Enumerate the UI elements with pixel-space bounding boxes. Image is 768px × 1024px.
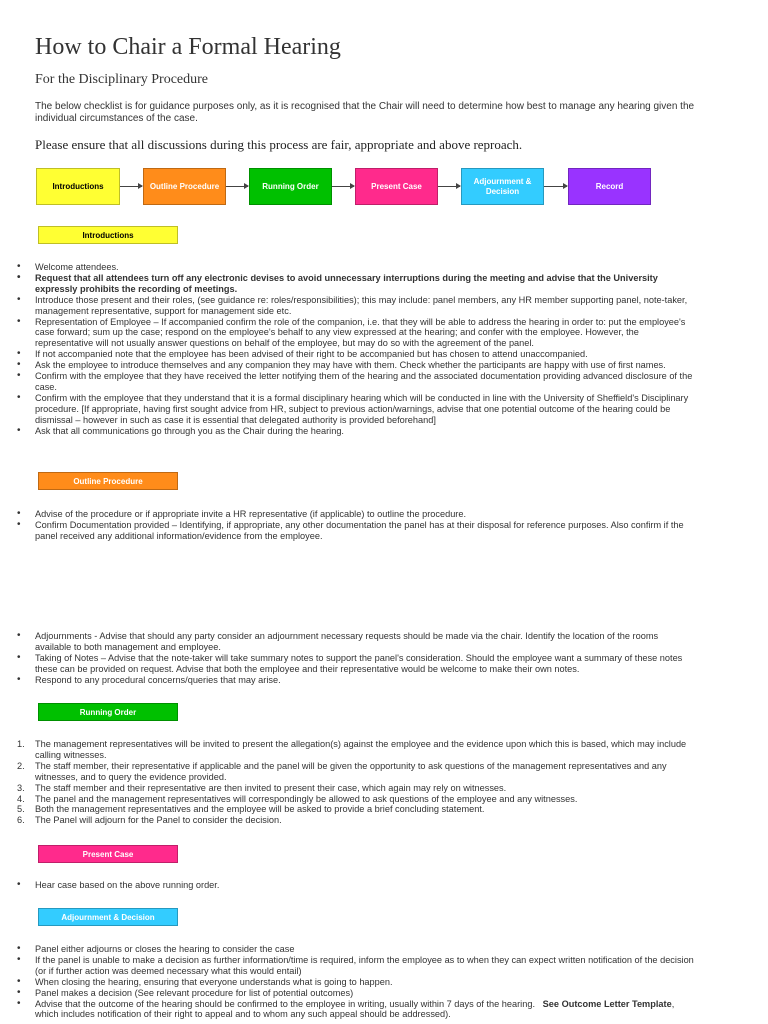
list-item: • Respond to any procedural concerns/queries that may arise. <box>35 675 695 686</box>
list-item: • Advise of the procedure or if appropriate invite a HR representative (if applicable) to outline the procedure. <box>35 509 695 520</box>
list-item: 3. The staff member and their representative are then invited to present their case, which again may rely on witnesses. <box>17 782 507 793</box>
list-item: 2. The staff member, their representative if applicable and the panel will be given the opportunity to ask questions of the management representatives and any witnesses, and to query the evidence provided. <box>17 760 667 782</box>
list-item: 6. The Panel will adjourn for the Panel to consider the decision. <box>17 815 282 826</box>
list-item: 1. The management representatives will be invited to present the allegation(s) against the employee and the evidence upon which this is based, which may include calling witnesses. <box>17 739 687 760</box>
flow-step-introductions: Introductions <box>36 168 120 205</box>
list-item: • Introduce those present and their roles, (see guidance re: roles/responsibilities); this may include: panel members, any HR member supporting panel, note-taker, management representative, support for management side etc. <box>35 295 695 317</box>
list-item: • If the panel is unable to make a decision as further information/time is required, inform the employee as to when they can expect written notification of the decision (or if further action was deemed necessary what this would entail) <box>35 955 695 977</box>
list-item: • Taking of Notes – Advise that the note-taker will take summary notes to support the panel's consideration. Should the employee want a summary of these notes these can be provided on request. Advise that both the employee and their representative would be welcome to make their own notes. <box>35 653 695 675</box>
section-heading-introductions: Introductions <box>38 226 178 244</box>
page-subtitle: For the Disciplinary Procedure <box>35 72 209 87</box>
flow-step-record: Record <box>568 168 651 205</box>
fairness-statement: Please ensure that all discussions during this process are fair, appropriate and above reproach. <box>35 137 523 152</box>
list-item: • Confirm with the employee that they have received the letter notifying them of the hearing and the associated documentation providing advanced disclosure of the case. <box>35 371 695 393</box>
section-heading-adjournment-decision: Adjournment & Decision <box>38 908 178 926</box>
adjournment-decision-list <box>0 944 695 1020</box>
list-item: • Request that all attendees turn off any electronic devises to avoid unnecessary interruptions during the meeting and advise that the University expressly prohibits the recording of meetings. <box>35 273 695 295</box>
flow-arrow <box>544 186 567 187</box>
list-item: 5. Both the management representatives and the employee will be asked to provide a brief concluding statement. <box>17 804 485 815</box>
flow-arrow <box>332 186 354 187</box>
list-item: • Ask that all communications go through you as the Chair during the hearing. <box>35 426 695 437</box>
list-item: • Ask the employee to introduce themselves and any companion they may have with them. Check whether the participants are happy with use of first names. <box>35 360 695 371</box>
list-item: • When closing the hearing, ensuring that everyone understands what is going to happen. <box>35 977 695 988</box>
flow-arrow <box>120 186 142 187</box>
flow-arrow <box>438 186 460 187</box>
intro-paragraph: The below checklist is for guidance purposes only, as it is recognised that the Chair will need to determine how best to manage any hearing given the individual circumstances of the case. <box>35 101 695 124</box>
outcome-letter-template-ref: See Outcome Letter Template <box>542 998 672 1009</box>
list-item: • Welcome attendees. <box>35 262 695 273</box>
list-item: • Adjournments - Advise that should any party consider an adjournment necessary requests should be made via the chair. Identify the location of the rooms available to both management and employee. <box>35 631 695 653</box>
list-item: • Representation of Employee – If accompanied confirm the role of the companion, i.e. that they will be able to address the hearing in order to: put the employee's case forward; sum up the case; respond on the employee's behalf to any view expressed at the hearing; and confer with the employee. However, the representative will not usually answer questions on behalf of the employee, but may do so with the agreement of the panel. <box>35 317 695 350</box>
list-item: • Panel either adjourns or closes the hearing to consider the case <box>35 944 695 955</box>
section-heading-present-case: Present Case <box>38 845 178 863</box>
list-item: • If not accompanied note that the employee has been advised of their right to be accompanied but has chosen to attend unaccompanied. <box>35 349 695 360</box>
introductions-list <box>0 262 695 437</box>
list-item: • Confirm with the employee that they understand that it is a formal disciplinary hearing which will be conducted in line with the University of Sheffield's Disciplinary procedure. [If appropriate, having first sought advice from HR, subject to previous action/warnings, advise that one potential outcome of the hearing could be dismissal – however in such as case it is essential that delegated authority is provided beforehand] <box>35 393 695 426</box>
outline-procedure-list <box>0 509 695 542</box>
list-item: • Panel makes a decision (See relevant procedure for list of potential outcomes) <box>35 988 695 999</box>
section-heading-running-order: Running Order <box>38 703 178 721</box>
flow-step-present-case: Present Case <box>355 168 438 205</box>
present-case-list <box>0 880 695 891</box>
running-order-list <box>0 739 695 826</box>
list-item: • Advise that the outcome of the hearing should be confirmed to the employee in writing, usually within 7 days of the hearing. See Outcome Letter Template, which includes notification of their right to appeal and to whom any such appeal should be addressed). <box>35 999 695 1021</box>
flow-step-adjournment-decision: Adjournment & Decision <box>461 168 544 205</box>
flow-step-outline-procedure: Outline Procedure <box>143 168 226 205</box>
flow-step-running-order: Running Order <box>249 168 332 205</box>
list-item: 4. The panel and the management representatives will correspondingly be allowed to ask questions of the employee and any witnesses. <box>17 793 578 804</box>
list-item: • Hear case based on the above running order. <box>35 880 695 891</box>
page-title: How to Chair a Formal Hearing <box>35 34 341 60</box>
section-heading-outline-procedure: Outline Procedure <box>38 472 178 490</box>
flow-arrow <box>226 186 248 187</box>
outline-procedure-list-continued <box>0 631 695 686</box>
list-item: • Confirm Documentation provided – Identifying, if appropriate, any other documentation the panel has at their disposal for reference purposes. Also confirm if the panel received any additional information/evidence from the employee. <box>35 520 695 542</box>
